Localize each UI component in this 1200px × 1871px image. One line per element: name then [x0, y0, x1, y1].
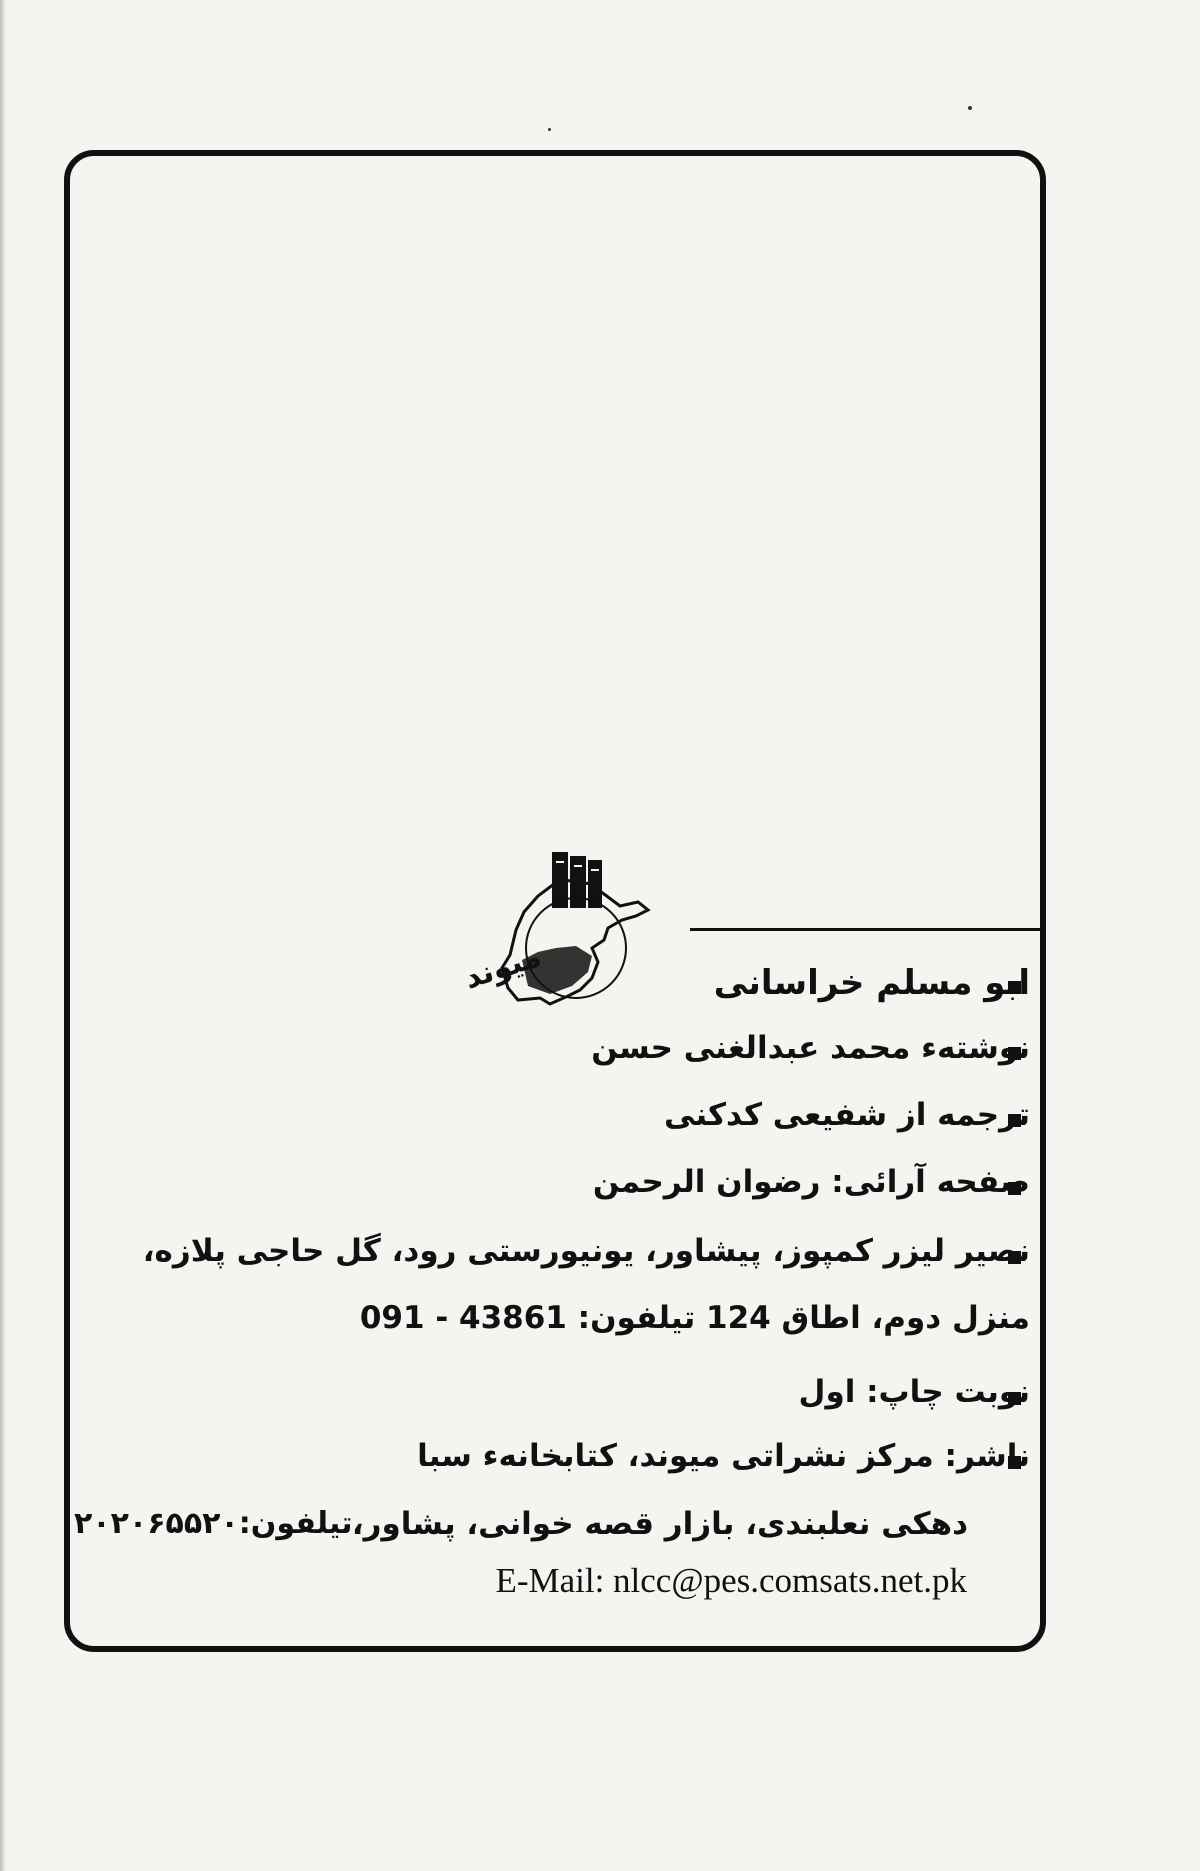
- edition-text: نوبت چاپ: اول: [798, 1374, 1030, 1410]
- typesetting-text-2: منزل دوم، اطاق 124 تیلفون: 43861 - 091: [359, 1300, 1030, 1336]
- typesetting-line-2: [360, 1300, 1030, 1337]
- email-text: E-Mail: nlcc@pes.comsats.net.pk: [495, 1561, 967, 1600]
- typesetting-text-1: نصیر لیزر کمپوز، پیشاور، یونیورستی رود، گل حاجی پلازه،: [142, 1233, 1030, 1269]
- layout-text: صفحه آرائی: رضوان الرحمن: [592, 1164, 1030, 1200]
- publisher-phone-text: تیلفون:۲۰۲۰۶۵۵۲۰: [74, 1506, 353, 1541]
- publisher-text-2: دهکی نعلبندی، بازار قصه خوانی، پشاور،: [351, 1506, 968, 1542]
- publisher-phone: [74, 1506, 353, 1542]
- publisher-line-2: [352, 1506, 968, 1543]
- author-line: [591, 1030, 1030, 1067]
- publisher-text-1: ناشر: مرکز نشراتی میوند، کتابخانهء سبا: [417, 1438, 1030, 1474]
- layout-line: [593, 1164, 1030, 1201]
- book-title: [714, 963, 1030, 1004]
- email-line: [495, 1560, 967, 1602]
- publisher-line-1: [417, 1438, 1030, 1475]
- book-title-text: ابو مسلم خراسانی: [713, 963, 1030, 1003]
- translator-text: ترجمه از شفیعی کدکنی: [664, 1097, 1030, 1133]
- publisher-wordmark: میوند: [460, 938, 546, 997]
- translator-line: [664, 1097, 1030, 1134]
- edition-line: [799, 1374, 1030, 1411]
- typesetting-line-1: [143, 1233, 1030, 1270]
- author-text: نوشتهء محمد عبدالغنی حسن: [591, 1030, 1030, 1066]
